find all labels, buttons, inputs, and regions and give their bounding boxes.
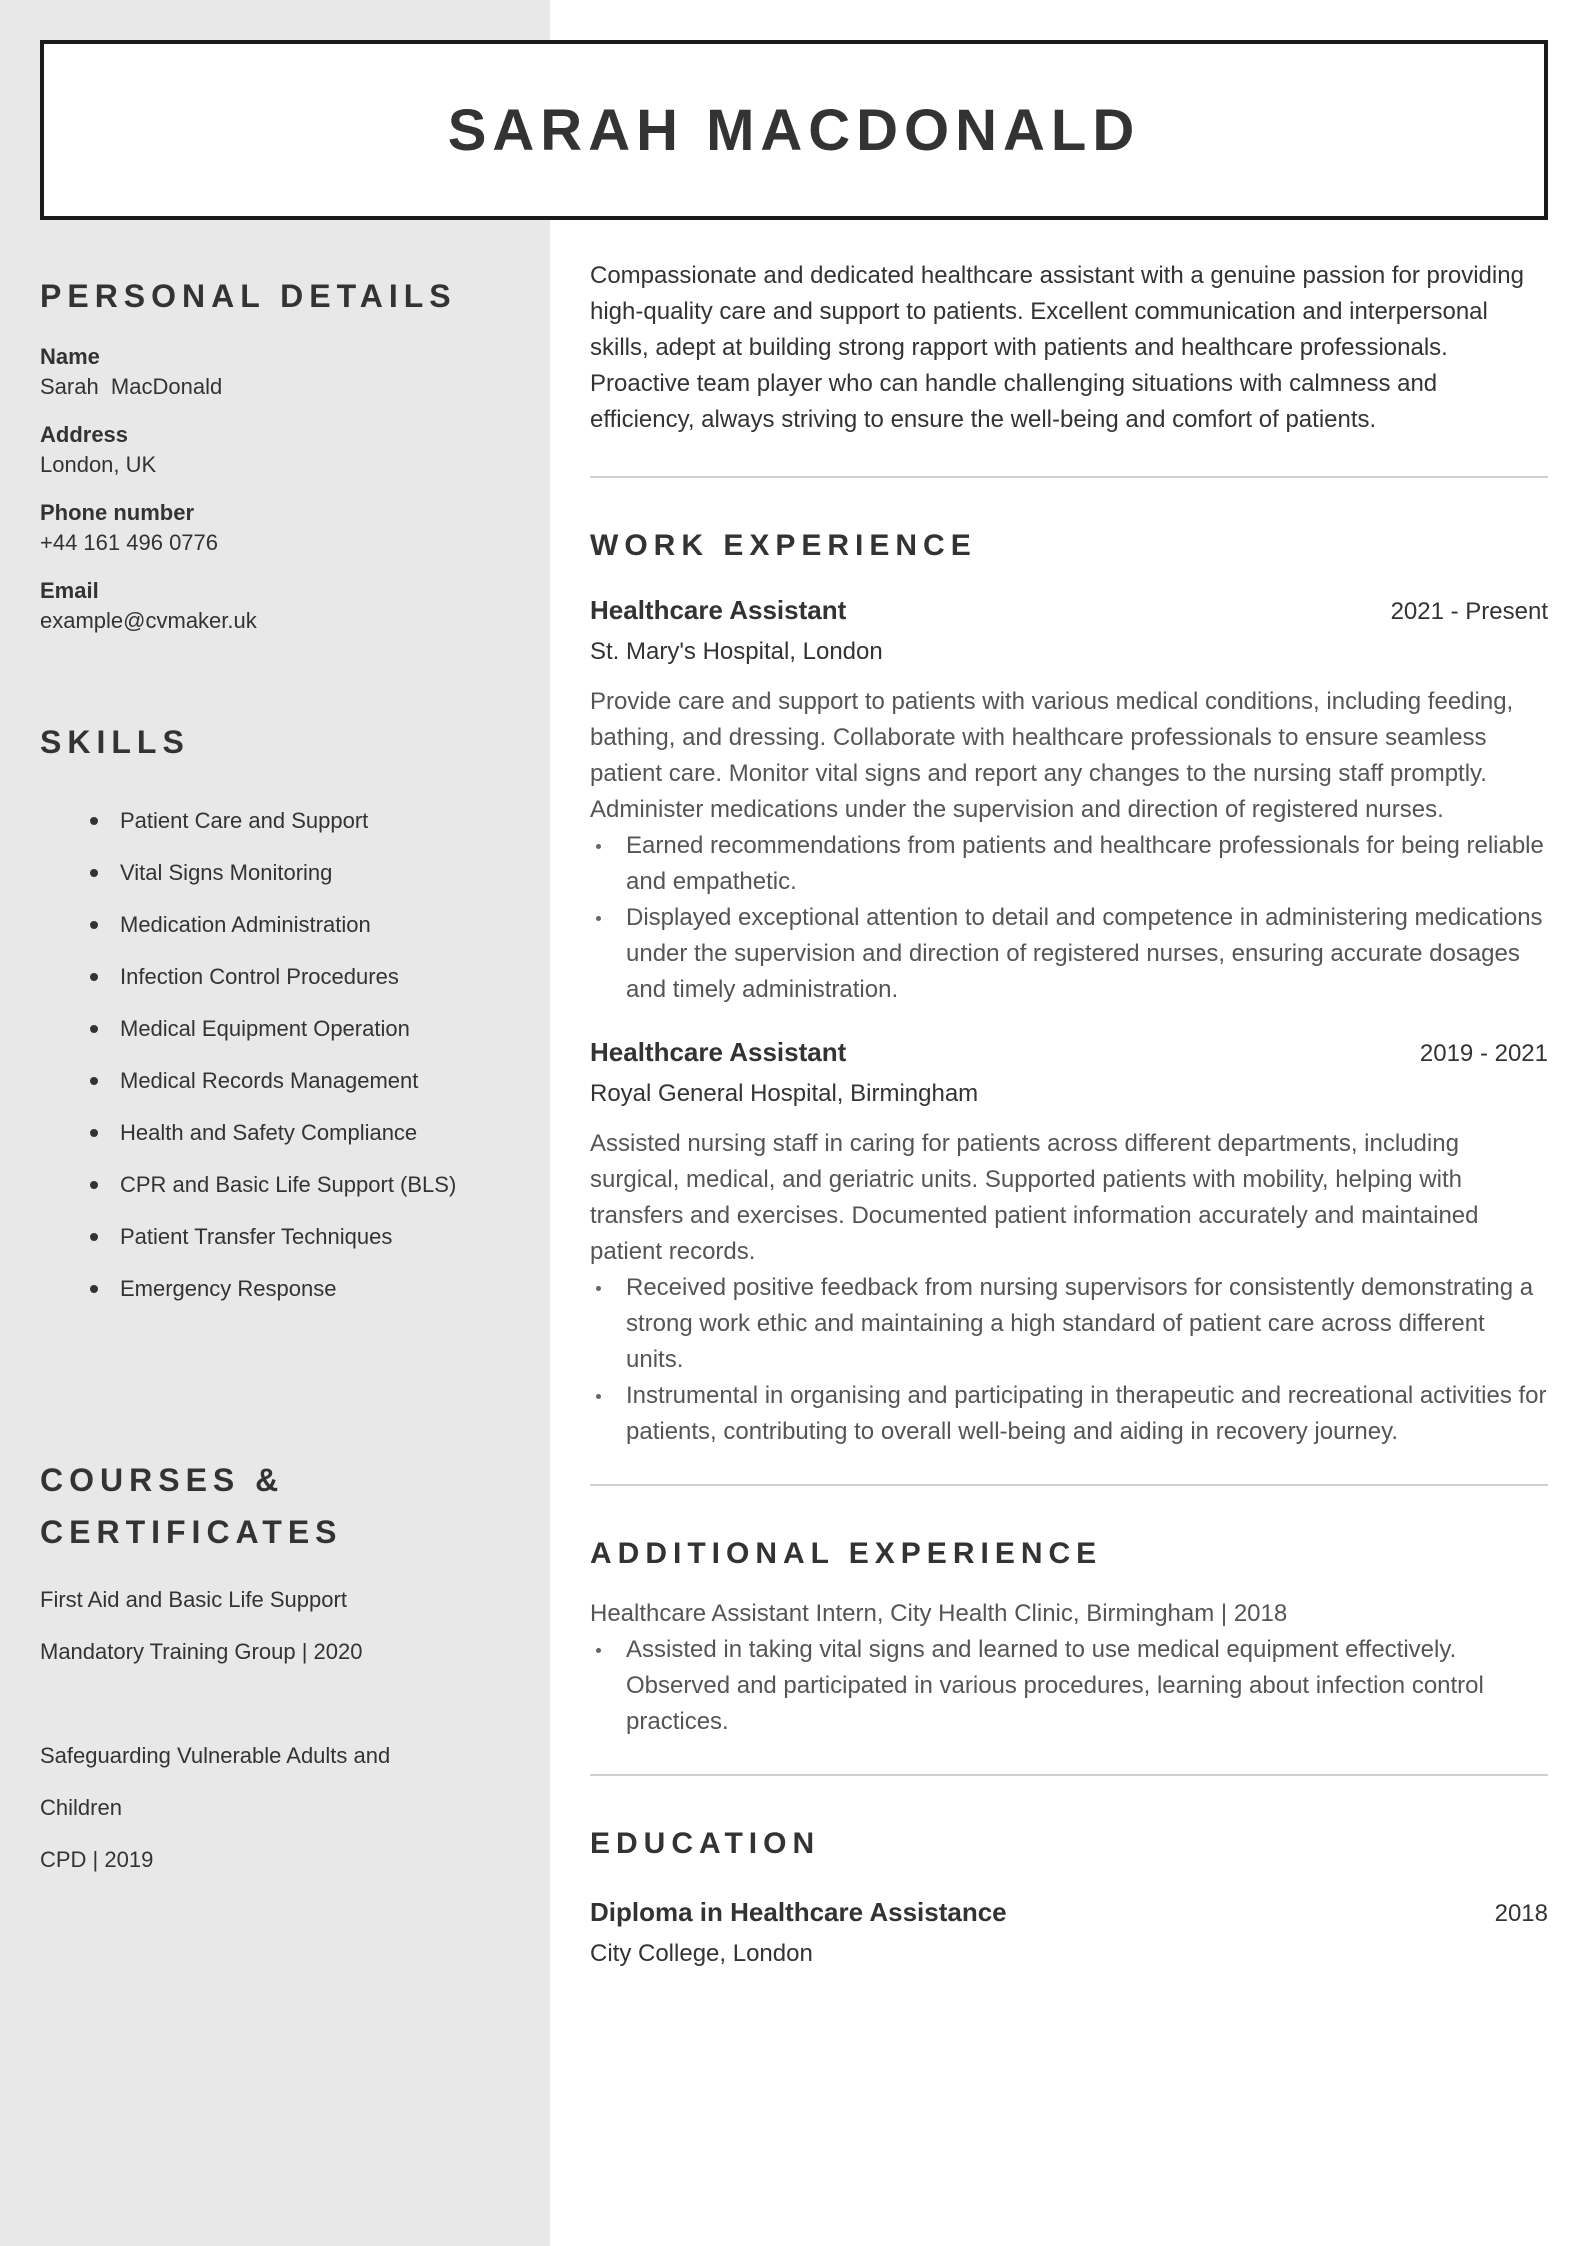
detail-label: Email bbox=[40, 578, 99, 603]
job-title: Healthcare Assistant bbox=[590, 1037, 847, 1067]
detail-label: Name bbox=[40, 344, 100, 369]
job-company: St. Mary's Hospital, London bbox=[590, 638, 883, 665]
profile-summary: Compassionate and dedicated healthcare assistant with a genuine passion for providing high-quality care and support to patients. Excellent communication and interpersonal skills, adept at building strong rapport with patients and healthcare professionals. Proactive team player who can handle challenging situations with calmness and efficiency, always striving to ensure the well-being and comfort of patients. bbox=[590, 262, 1524, 433]
list-item: Vital Signs Monitoring bbox=[90, 858, 520, 888]
detail-email bbox=[40, 576, 520, 636]
detail-label: Phone number bbox=[40, 500, 195, 525]
education-heading: EDUCATION bbox=[590, 1827, 821, 1860]
list-item: Assisted in taking vital signs and learned to use medical equipment effectively. Observed and participated in various procedures, learning about infection control practices. bbox=[626, 1632, 1548, 1740]
job-entry bbox=[590, 1034, 1548, 1450]
course-title: First Aid and Basic Life Support bbox=[40, 1587, 347, 1612]
course-title: Safeguarding Vulnerable Adults and bbox=[40, 1743, 391, 1768]
course-title: Children bbox=[40, 1795, 122, 1820]
additional-experience-line: Healthcare Assistant Intern, City Health Clinic, Birmingham | 2018 bbox=[590, 1600, 1288, 1627]
list-item: Medical Equipment Operation bbox=[90, 1014, 520, 1044]
courses-heading-line: CERTIFICATES bbox=[40, 1514, 343, 1550]
list-item: Instrumental in organising and participating in therapeutic and recreational activities for patients, contributing to overall well-being and aiding in recovery journey. bbox=[626, 1378, 1548, 1450]
list-item: Emergency Response bbox=[90, 1274, 520, 1304]
job-description: Provide care and support to patients with various medical conditions, including feeding, bathing, and dressing. Collaborate with healthcare professionals to ensure seamless patient care. Monitor vital signs and report any changes to the nursing staff promptly. Administer medications under the supervision and direction of registered nurses. bbox=[590, 688, 1514, 823]
job-achievements bbox=[590, 828, 1548, 1008]
list-item: CPR and Basic Life Support (BLS) bbox=[90, 1170, 520, 1200]
work-experience-heading: WORK EXPERIENCE bbox=[590, 529, 977, 562]
skills-heading: SKILLS bbox=[40, 724, 190, 760]
job-entry bbox=[590, 592, 1548, 1008]
list-item: Displayed exceptional attention to detail and competence in administering medications under the supervision and direction of registered nurses, ensuring accurate dosages and timely administration. bbox=[626, 900, 1548, 1008]
list-item: Received positive feedback from nursing supervisors for consistently demonstrating a strong work ethic and maintaining a high standard of patient care across different units. bbox=[626, 1270, 1548, 1378]
job-dates: 2021 - Present bbox=[1390, 598, 1548, 625]
job-dates: 2019 - 2021 bbox=[1419, 1040, 1548, 1067]
personal-details-heading: PERSONAL DETAILS bbox=[40, 278, 457, 314]
divider bbox=[590, 476, 1548, 478]
courses-heading bbox=[40, 1454, 520, 1558]
list-item: Patient Care and Support bbox=[90, 806, 520, 836]
detail-value: London, UK bbox=[40, 452, 157, 477]
detail-value: example@cvmaker.uk bbox=[40, 608, 257, 633]
detail-address bbox=[40, 420, 520, 480]
course-provider: Mandatory Training Group | 2020 bbox=[40, 1639, 363, 1664]
personal-details bbox=[40, 342, 520, 636]
detail-label: Address bbox=[40, 422, 129, 447]
list-item: Infection Control Procedures bbox=[90, 962, 520, 992]
list-item: Earned recommendations from patients and healthcare professionals for being reliable and empathetic. bbox=[626, 828, 1548, 900]
sidebar bbox=[40, 270, 520, 1886]
list-item: Patient Transfer Techniques bbox=[90, 1222, 520, 1252]
job-company: Royal General Hospital, Birmingham bbox=[590, 1080, 979, 1107]
skills-list bbox=[40, 806, 520, 1304]
list-item: Medication Administration bbox=[90, 910, 520, 940]
name-header bbox=[40, 40, 1548, 220]
detail-value: Sarah MacDonald bbox=[40, 374, 223, 399]
detail-value: +44 161 496 0776 bbox=[40, 530, 219, 555]
education-entry bbox=[590, 1894, 1548, 1972]
list-item: Medical Records Management bbox=[90, 1066, 520, 1096]
detail-phone bbox=[40, 498, 520, 558]
courses-list bbox=[40, 1574, 520, 1886]
education-year: 2018 bbox=[1494, 1900, 1548, 1927]
divider bbox=[590, 1774, 1548, 1776]
list-item: Health and Safety Compliance bbox=[90, 1118, 520, 1148]
degree: Diploma in Healthcare Assistance bbox=[590, 1897, 1007, 1927]
job-description: Assisted nursing staff in caring for patients across different departments, including surgical, medical, and geriatric units. Supported patients with mobility, helping with transfers and exercises. Documented patient information accurately and maintained patient records. bbox=[590, 1130, 1479, 1265]
additional-experience-details bbox=[590, 1632, 1548, 1740]
main-content bbox=[590, 258, 1548, 1972]
divider bbox=[590, 1484, 1548, 1486]
detail-name bbox=[40, 342, 520, 402]
job-title: Healthcare Assistant bbox=[590, 595, 847, 625]
school: City College, London bbox=[590, 1940, 813, 1967]
full-name: SARAH MACDONALD bbox=[447, 97, 1141, 163]
additional-experience-heading: ADDITIONAL EXPERIENCE bbox=[590, 1537, 1103, 1570]
courses-heading-line: COURSES & bbox=[40, 1462, 285, 1498]
job-achievements bbox=[590, 1270, 1548, 1450]
course-provider: CPD | 2019 bbox=[40, 1847, 154, 1872]
